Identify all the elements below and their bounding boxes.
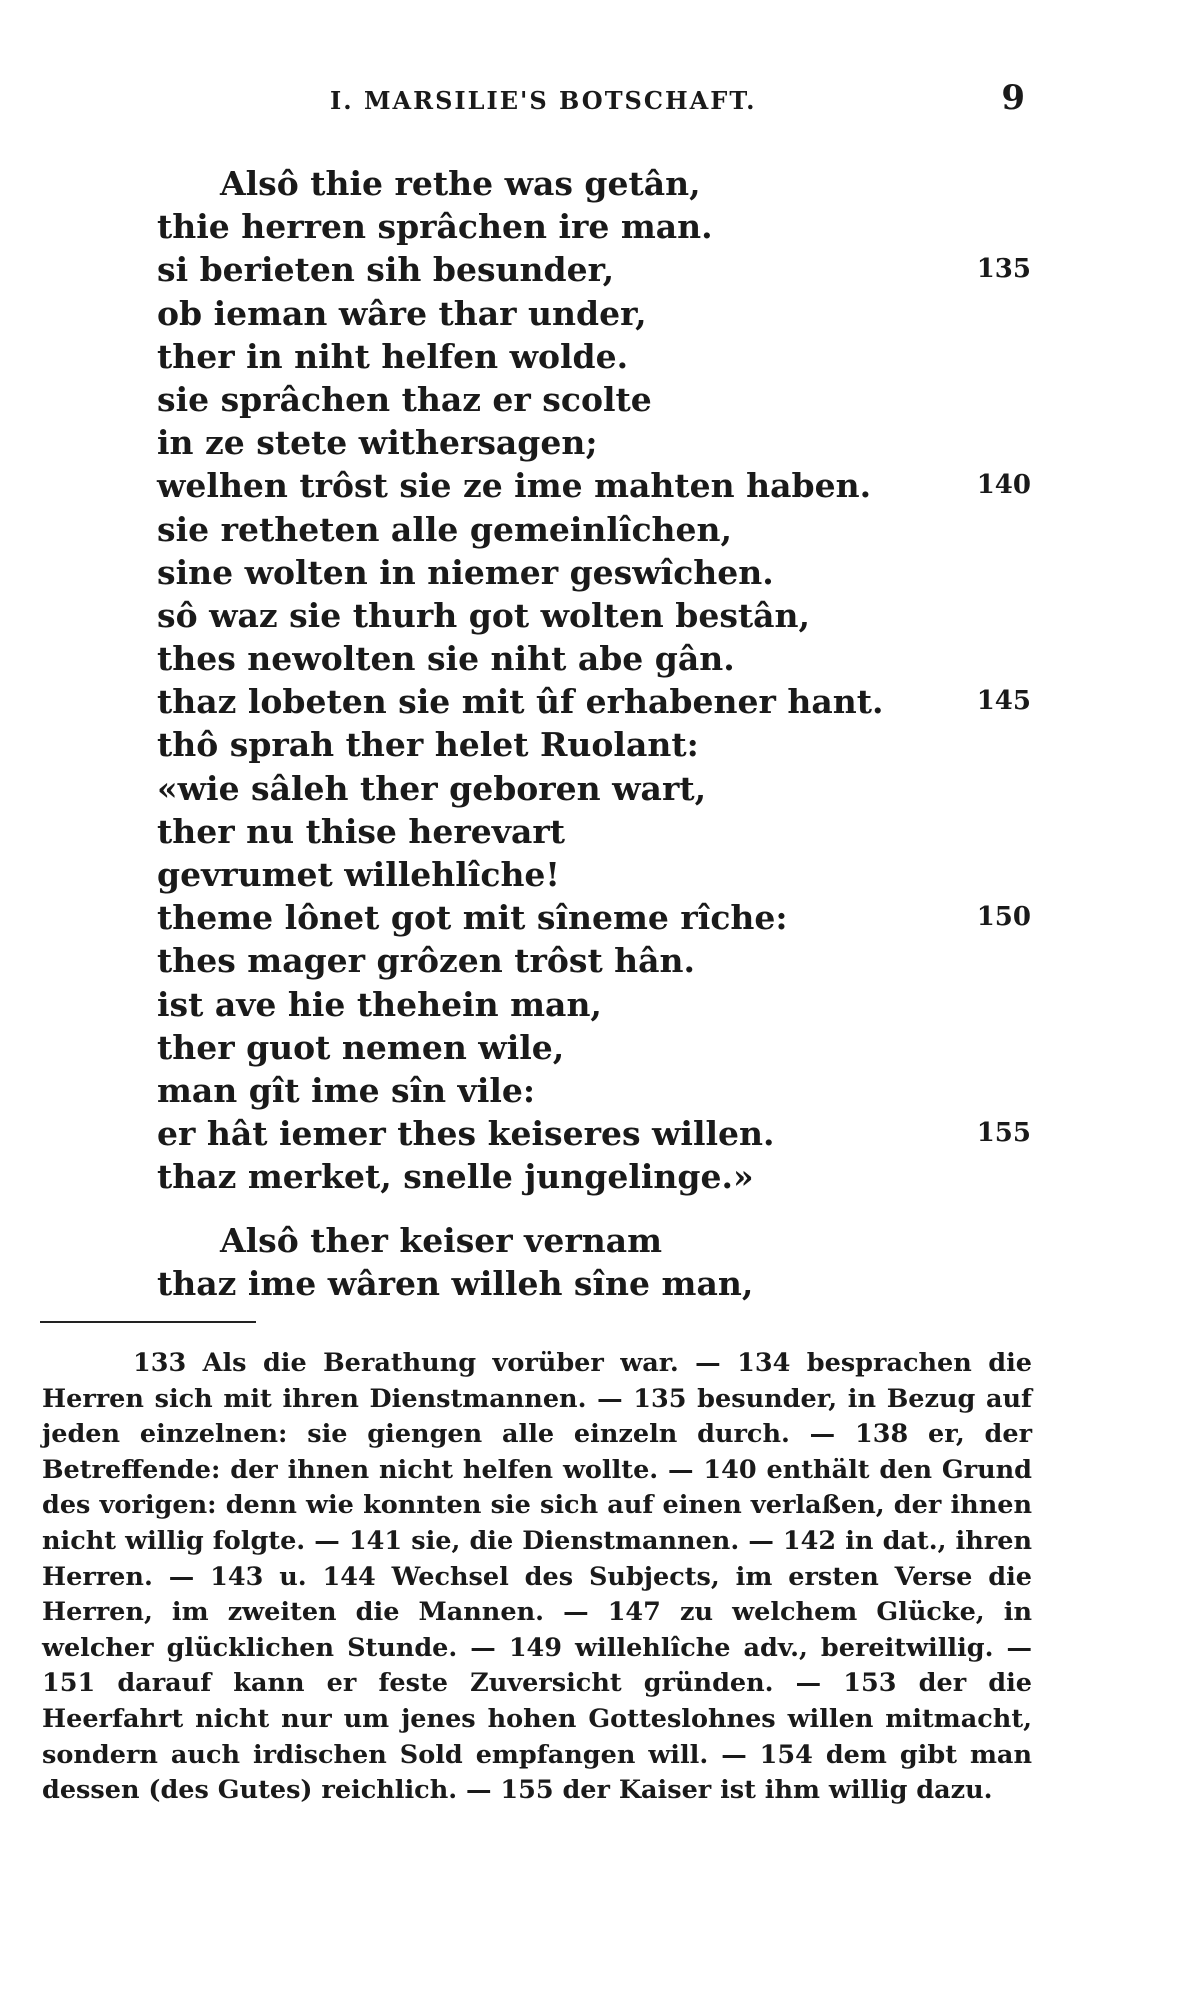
line-number: 155 (976, 1118, 1031, 1149)
verse-line (0, 162, 1203, 205)
verse-text: ob ieman wâre thar under, (157, 293, 647, 333)
verse-line (0, 508, 1203, 551)
page-number: 9 (1001, 78, 1025, 118)
verse-line (0, 421, 1203, 464)
line-number: 140 (976, 470, 1031, 501)
verse-text: ist ave hie thehein man, (157, 984, 602, 1024)
verse-text: sie sprâchen thaz er scolte (157, 379, 652, 419)
verse-line (0, 1155, 1203, 1198)
verse-line (0, 335, 1203, 378)
verse-line (0, 767, 1203, 810)
verse-line (0, 983, 1203, 1026)
verse-text: thes newolten sie niht abe gân. (157, 639, 735, 679)
verse-line (0, 551, 1203, 594)
verse-block (0, 162, 1203, 1305)
line-number: 150 (976, 902, 1031, 933)
verse-text: welhen trôst sie ze ime mahten haben. (157, 466, 872, 506)
verse-line (0, 292, 1203, 335)
verse-text: thaz ime wâren willeh sîne man, (157, 1263, 754, 1303)
verse-line (0, 637, 1203, 680)
verse-text: er hât iemer thes keiseres willen. (157, 1114, 775, 1154)
verse-line (0, 248, 1203, 291)
verse-line (0, 1112, 1203, 1155)
verse-text: in ze stete withersagen; (157, 423, 598, 463)
verse-line (0, 939, 1203, 982)
stanza-gap (0, 1199, 1203, 1219)
verse-line (0, 896, 1203, 939)
verse-text: ther guot nemen wile, (157, 1027, 565, 1067)
verse-text: theme lônet got mit sîneme rîche: (157, 898, 788, 938)
verse-text: man gît ime sîn vile: (157, 1070, 536, 1110)
verse-text: si berieten sih besunder, (157, 250, 615, 290)
verse-text: ther nu thise herevart (157, 811, 565, 851)
verse-line (0, 810, 1203, 853)
verse-line (0, 680, 1203, 723)
verse-text: «wie sâleh ther geboren wart, (157, 768, 707, 808)
verse-line (0, 1069, 1203, 1112)
line-number: 135 (976, 254, 1031, 285)
verse-text: Alsô thie rethe was getân, (220, 164, 701, 203)
verse-text: thaz merket, snelle jungelinge.» (157, 1157, 754, 1197)
verse-line (0, 464, 1203, 507)
footnotes: 133 Als die Berathung vorüber war. — 134 besprachen die Herren sich mit ihren Dienstmannen. — 135 besunder, in Bezug auf jeden einzelnen: sie giengen alle einzeln durch. — 138 er, der Betreffende: der ihnen nicht helfen wollte. — 140 enthält den Grund des vorigen: denn wie konnten sie sich auf einen verlaßen, der ihnen nicht willig folgte. — 141 sie, die Dienstmannen. — 142 in dat., ihren Herren. — 143 u. 144 Wechsel des Subjects, im ersten Verse die Herren, im zweiten die Mannen. — 147 zu welchem Glücke, in welcher glücklichen Stunde. — 149 willehlîche adv., bereitwillig. — 151 darauf kann er feste Zuversicht gründen. — 153 der die Heerfahrt nicht nur um jenes hohen Gotteslohnes willen mitmacht, sondern auch irdischen Sold empfangen will. — 154 dem gibt man dessen (des Gutes) reichlich. — 155 der Kaiser ist ihm willig dazu. (42, 1348, 1032, 1806)
verse-line (0, 205, 1203, 248)
verse-line (0, 723, 1203, 766)
verse-text: thô sprah ther helet Ruolant: (157, 725, 699, 765)
verse-text: thes mager grôzen trôst hân. (157, 941, 696, 981)
running-title: I. MARSILIE'S BOTSCHAFT. (330, 86, 757, 115)
verse-line (0, 1026, 1203, 1069)
verse-line (0, 1219, 1203, 1262)
verse-text: ther in niht helfen wolde. (157, 336, 629, 376)
line-number: 145 (976, 686, 1031, 717)
verse-text: Alsô ther keiser vernam (220, 1220, 663, 1260)
verse-line (0, 1262, 1203, 1305)
verse-line (0, 378, 1203, 421)
footnote-divider (40, 1321, 256, 1323)
verse-text: sô waz sie thurh got wolten bestân, (157, 595, 811, 635)
verse-text: thaz lobeten sie mit ûf erhabener hant. (157, 682, 884, 722)
verse-text: sie retheten alle gemeinlîchen, (157, 509, 733, 549)
verse-line (0, 594, 1203, 637)
verse-text: gevrumet willehlîche! (157, 855, 560, 894)
verse-text: thie herren sprâchen ire man. (157, 207, 713, 247)
verse-line (0, 853, 1203, 896)
verse-text: sine wolten in niemer geswîchen. (157, 552, 774, 592)
